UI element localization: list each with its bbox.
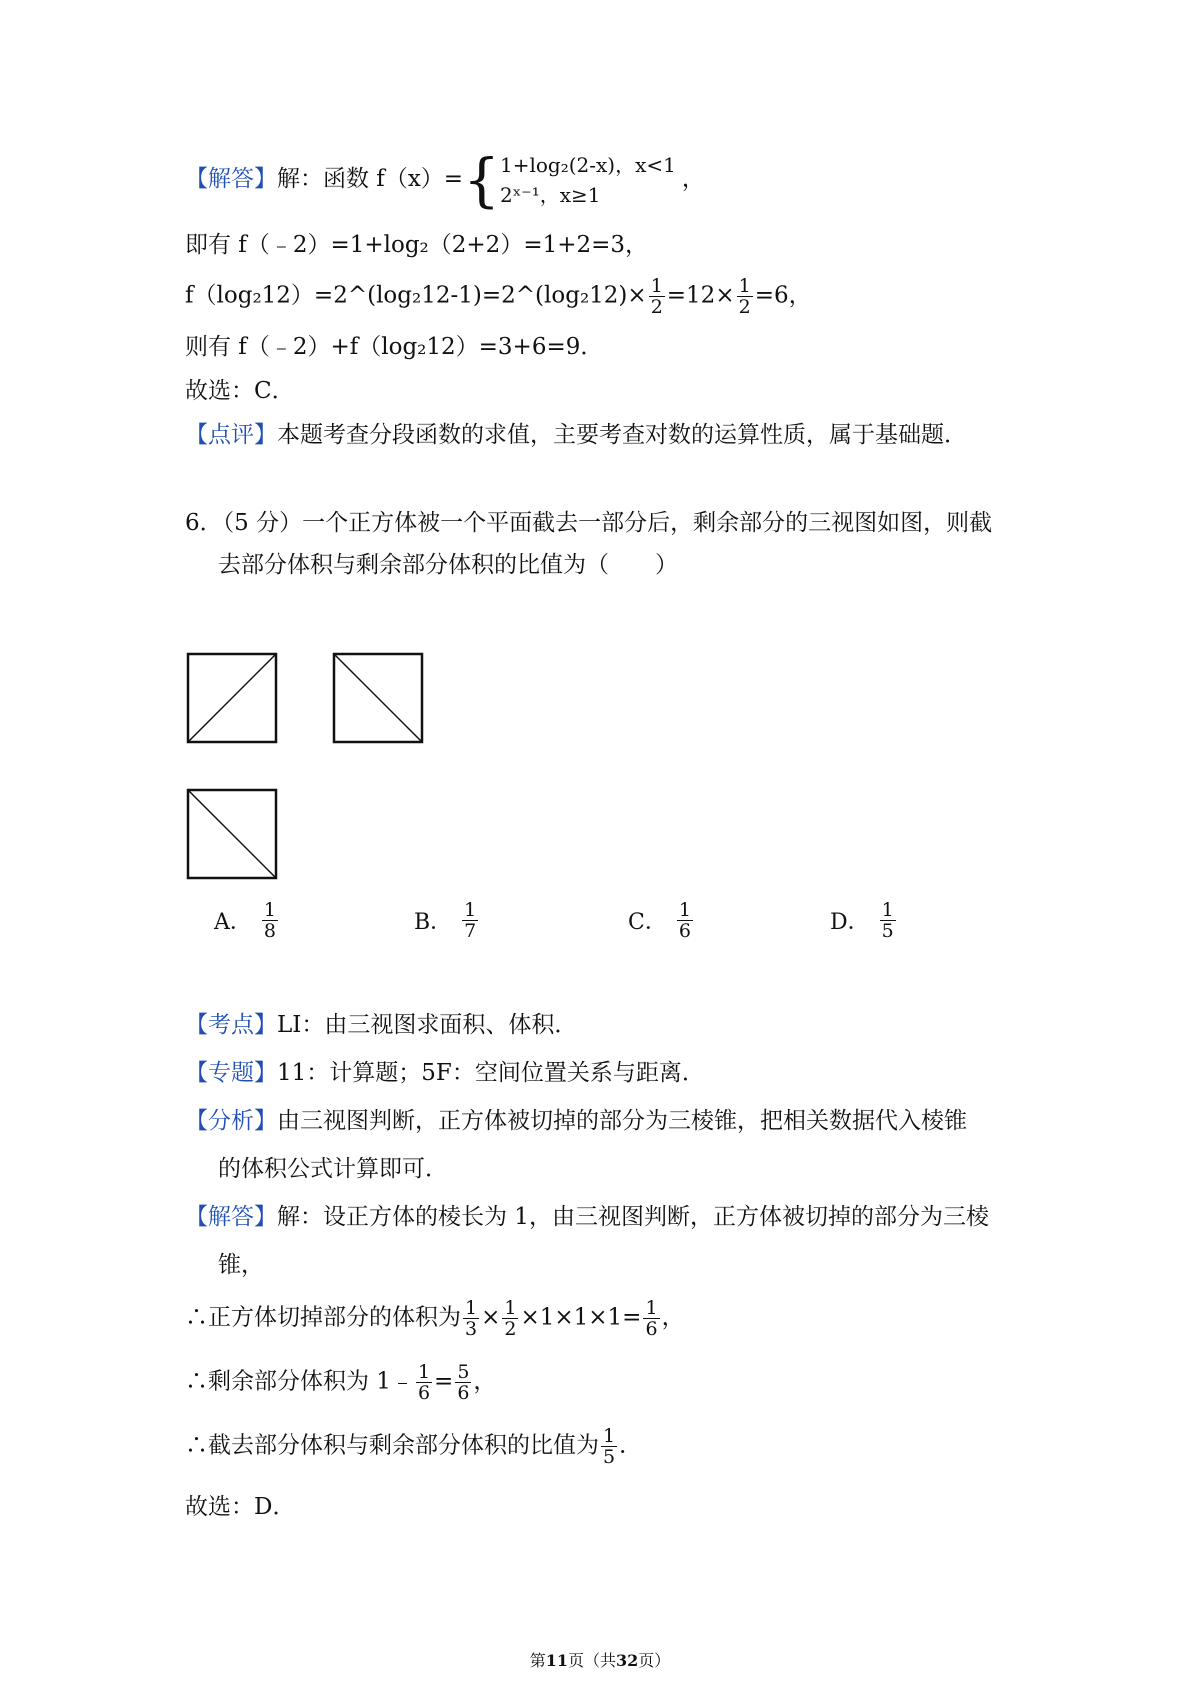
option-label: A． <box>214 910 252 935</box>
step1-end: ， <box>661 1304 685 1331</box>
footer-post: 页） <box>638 1651 671 1670</box>
fraction-1-3 <box>463 1298 479 1339</box>
piece-2: 2ˣ⁻¹，x≥1 <box>499 183 601 207</box>
jieda-text-1: 解：设正方体的棱长为 1，由三视图判断，正方体被切掉的部分为三棱 <box>277 1204 989 1230</box>
step2-pre: ∴剩余部分体积为 1﹣ <box>185 1368 414 1395</box>
step-2 <box>185 1362 496 1403</box>
frac-num: 1 <box>417 1361 431 1383</box>
page-footer <box>0 1648 1200 1671</box>
comment-line <box>185 418 967 452</box>
kaodian-tag: 考点 <box>208 1012 254 1038</box>
frac-num: 1 <box>738 275 751 297</box>
tag-bracket-close: 】 <box>254 166 277 192</box>
step3-end: ． <box>619 1432 643 1459</box>
line3-end: =6， <box>754 282 812 309</box>
frac-num: 1 <box>504 1297 517 1319</box>
fenxi-line-1 <box>185 1104 967 1138</box>
tag-bracket-open: 【 <box>185 1108 208 1134</box>
frac-num: 1 <box>650 275 663 297</box>
fraction-1-6 <box>643 1298 659 1339</box>
piecewise-function <box>500 150 676 210</box>
jieda-tag: 解答 <box>208 1204 254 1230</box>
jieda-line-2: 锥， <box>218 1252 264 1278</box>
jieda-line-1 <box>185 1200 989 1234</box>
frac-den: 6 <box>678 920 691 942</box>
top-view <box>186 788 278 880</box>
option-c[interactable] <box>628 900 695 941</box>
step2-mid: = <box>434 1368 454 1395</box>
frac-den: 6 <box>417 1382 431 1404</box>
answer-line-3 <box>185 276 812 317</box>
fenxi-line-2: 的体积公式计算即可． <box>218 1156 448 1182</box>
kaodian-line <box>185 1008 577 1042</box>
frac-num: 1 <box>645 1297 658 1319</box>
frac-den: 3 <box>465 1318 478 1340</box>
option-b[interactable] <box>414 900 480 941</box>
answer-intro: 解：函数 f（x）= <box>277 166 464 192</box>
option-fraction <box>262 900 278 941</box>
option-label: D． <box>830 910 870 935</box>
side-view <box>332 652 424 744</box>
step2-end: ， <box>473 1368 497 1395</box>
frac-num: 1 <box>881 899 894 921</box>
question-6-line-2: 去部分体积与剩余部分体积的比值为（ ） <box>218 552 678 578</box>
frac-num: 1 <box>263 899 276 921</box>
zhuanti-text: 11：计算题；5F：空间位置关系与距离． <box>277 1060 705 1086</box>
tag-bracket-close: 】 <box>254 1060 277 1086</box>
option-fraction <box>880 900 896 941</box>
line3-pre: f（log₂12）= <box>185 282 334 309</box>
footer-pre: 第 <box>529 1651 546 1670</box>
option-fraction <box>677 900 693 941</box>
tag-bracket-close: 】 <box>254 422 277 448</box>
line3-mid1: 2^(log₂12-1)=2^(log₂12)× <box>333 282 647 309</box>
tag-bracket-open: 【 <box>185 166 208 192</box>
option-label: C． <box>628 910 667 935</box>
frac-den: 2 <box>504 1318 517 1340</box>
answer-intro-tail: ， <box>681 166 705 192</box>
frac-den: 5 <box>881 920 894 942</box>
frac-num: 5 <box>457 1361 470 1383</box>
answer-intro-line <box>185 146 705 214</box>
option-d[interactable] <box>830 900 898 941</box>
fraction-half-2 <box>737 276 753 317</box>
frac-den: 2 <box>738 296 751 318</box>
tag-bracket-close: 】 <box>254 1204 277 1230</box>
piecewise-brace: { <box>463 146 500 214</box>
frac-den: 6 <box>457 1382 470 1404</box>
option-a[interactable] <box>214 900 280 941</box>
option-label: B． <box>414 910 453 935</box>
comment-text: 本题考查分段函数的求值，主要考查对数的运算性质，属于基础题． <box>277 422 967 448</box>
fraction-1-2 <box>502 1298 518 1339</box>
fenxi-tag: 分析 <box>208 1108 254 1134</box>
total-page-number: 32 <box>616 1651 639 1670</box>
answer-line-5: 故选：C． <box>185 378 295 404</box>
fraction-half-1 <box>649 276 665 317</box>
frac-den: 2 <box>650 296 663 318</box>
comment-tag: 点评 <box>208 422 254 448</box>
step1-pre: ∴正方体切掉部分的体积为 <box>185 1304 461 1331</box>
tag-bracket-open: 【 <box>185 1204 208 1230</box>
step3-pre: ∴截去部分体积与剩余部分体积的比值为 <box>185 1432 599 1459</box>
fraction-1-6 <box>416 1362 432 1403</box>
footer-mid: 页（共 <box>567 1651 616 1670</box>
frac-den: 5 <box>603 1446 616 1468</box>
tag-bracket-open: 【 <box>185 1060 208 1086</box>
question-6-line-1: 6．（5 分）一个正方体被一个平面截去一部分后，剩余部分的三视图如图，则截 <box>185 510 993 536</box>
tag-bracket-open: 【 <box>185 422 208 448</box>
answer-line-4: 则有 f（﹣2）+f（log₂12）=3+6=9． <box>185 334 604 360</box>
tag-bracket-close: 】 <box>254 1108 277 1134</box>
fraction-1-5 <box>601 1426 617 1467</box>
step1-mid: ×1×1×1= <box>520 1304 642 1331</box>
frac-num: 1 <box>603 1425 616 1447</box>
current-page-number: 11 <box>545 1651 568 1670</box>
step-1: ∴正方体切掉部分的体积为 $\frac{1}{3}$ × $\frac{1}{2}$ ×1×1×1= $\frac{1}{6}$ ， <box>185 1297 685 1340</box>
step-3 <box>185 1426 642 1467</box>
answer-line-2: 即有 f（﹣2）=1+log₂（2+2）=1+2=3， <box>185 232 649 258</box>
tag-bracket-close: 】 <box>254 1012 277 1038</box>
tag-bracket-open: 【 <box>185 1012 208 1038</box>
front-view <box>186 652 278 744</box>
kaodian-text: LI：由三视图求面积、体积． <box>277 1012 578 1038</box>
fenxi-text-1: 由三视图判断，正方体被切掉的部分为三棱锥，把相关数据代入棱锥 <box>277 1108 967 1134</box>
zhuanti-tag: 专题 <box>208 1060 254 1086</box>
piece-1: 1+log₂(2-x)，x<1 <box>499 153 676 177</box>
option-fraction <box>462 900 478 941</box>
line3-mid2: =12× <box>666 282 735 309</box>
frac-num: 1 <box>678 899 691 921</box>
frac-den: 7 <box>464 920 477 942</box>
frac-num: 1 <box>464 899 477 921</box>
frac-num: 1 <box>465 1297 478 1319</box>
frac-den: 8 <box>263 920 276 942</box>
zhuanti-line <box>185 1056 705 1090</box>
fraction-5-6 <box>455 1362 471 1403</box>
frac-den: 6 <box>645 1318 658 1340</box>
choice-line: 故选：D． <box>185 1494 296 1520</box>
answer-tag: 解答 <box>208 166 254 192</box>
